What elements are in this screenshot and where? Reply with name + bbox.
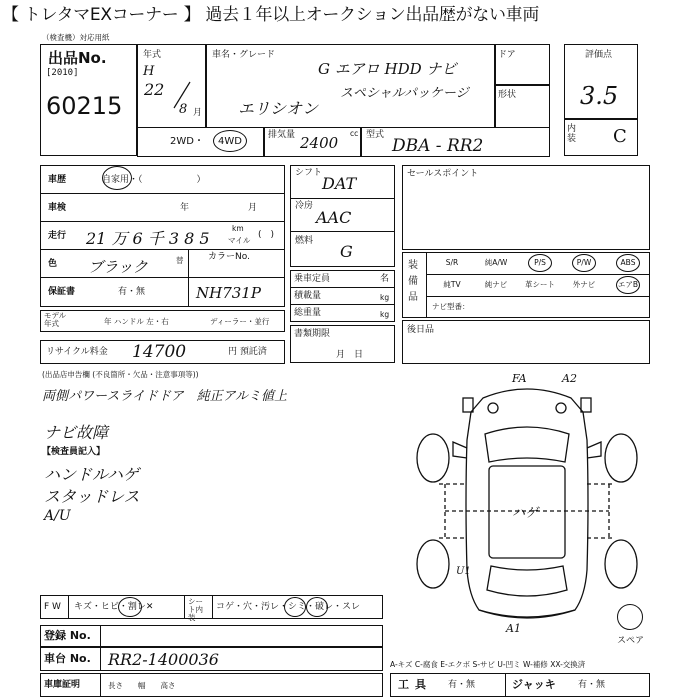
fw-label: F W xyxy=(44,602,61,612)
color-label: 色 xyxy=(48,259,58,269)
tools-opts: 有・無 xyxy=(448,680,476,690)
mark-front-1: FA xyxy=(512,372,527,385)
jack-label: ジャッキ xyxy=(512,678,556,691)
year-era: H xyxy=(143,64,155,79)
handle-label: 年 ハンドル 左・右 xyxy=(104,317,169,326)
cert-row xyxy=(40,673,383,697)
displacement: 2400 xyxy=(300,134,339,152)
inspection-label: 車検 xyxy=(48,203,67,213)
load-unit: kg xyxy=(380,293,390,302)
seat-text: コゲ・穴・汚レ・シミ・破レ・スレ xyxy=(216,602,361,612)
equipment-item: エアB xyxy=(617,280,639,289)
equipment-circle xyxy=(528,254,552,272)
fw-text: キズ・ヒビ・割レ✕ xyxy=(74,602,154,612)
chassis-label: 車台 No. xyxy=(44,652,91,665)
mileage-mile: マイル xyxy=(228,236,251,245)
chassis-value: RR2-1400036 xyxy=(108,650,219,669)
inspection-year-unit: 年 xyxy=(180,203,190,213)
history-opts: 自家用・（ ） xyxy=(102,175,206,185)
lot-tag: [2010] xyxy=(46,68,79,78)
equipment-item: P/W xyxy=(576,258,592,267)
docs-label: 書類期限 xyxy=(294,329,331,339)
drive-4wd: 4WD xyxy=(218,136,242,147)
recycle-label: リサイクル料金 xyxy=(46,347,108,357)
history-label: 車歴 xyxy=(48,175,67,185)
notes-line-1: 両側パワースライドドア 純正アルミ値上 xyxy=(42,389,288,404)
mark-u1: U1 xyxy=(456,566,471,577)
after-label: 後日品 xyxy=(407,325,435,335)
dealer-label: ディーラー・並行 xyxy=(210,317,270,326)
shape-label: 形状 xyxy=(498,90,517,100)
shift-label: シフト xyxy=(295,168,323,178)
ac-value: AAC xyxy=(316,208,352,227)
equipment-label: 装備品 xyxy=(408,260,418,303)
fuel-label: 燃料 xyxy=(295,236,314,246)
recycle-unit: 円 預託済 xyxy=(228,347,267,357)
inspector-line-2: スタッドレス xyxy=(44,487,140,506)
equipment-item: 純A/W xyxy=(484,258,508,267)
equipment-circle xyxy=(572,254,596,272)
car-label: 車名・グレード xyxy=(212,50,276,60)
mileage-paren: ( ) xyxy=(258,230,275,240)
after-box xyxy=(402,320,650,364)
docs-unit: 月 日 xyxy=(336,350,364,360)
seat-circle-2 xyxy=(306,597,328,617)
mark-front-2: A2 xyxy=(562,372,577,385)
capacity-label: 乗車定員 xyxy=(294,274,331,284)
equipment-circle xyxy=(616,254,640,272)
month-unit: 月 xyxy=(193,108,203,118)
old-form-label: （検査機）対応用紙 xyxy=(42,33,110,42)
vehicle-damage-diagram xyxy=(405,370,650,632)
reg-row xyxy=(40,625,383,647)
mark-rear: A1 xyxy=(506,622,521,635)
jack-opts: 有・無 xyxy=(578,680,606,690)
equipment-item: 純ナビ xyxy=(484,280,508,289)
sales-label: セールスポイント xyxy=(407,169,479,179)
door-label: ドア xyxy=(498,50,516,60)
equipment-item: P/S xyxy=(534,258,546,267)
history-circle xyxy=(102,166,132,190)
model-year-label: モデル年式 xyxy=(44,311,67,328)
color-value: ブラック xyxy=(88,258,148,276)
banner-title: 【 トレタマEXコーナー 】 過去１年以上オークション出品歴がない車両 xyxy=(0,0,700,30)
equipment-circle xyxy=(616,276,640,294)
mark-hage: ハゲ xyxy=(512,506,539,521)
notes-label: (出品店申告欄 (不良箇所・欠品・注意事項等)) xyxy=(42,370,199,379)
cc-unit: cc xyxy=(350,129,359,138)
equipment-item: S/R xyxy=(445,258,459,267)
equipment-item: ABS xyxy=(620,258,636,267)
fuel-value: G xyxy=(340,242,353,261)
inspector-label: 【検査員記入】 xyxy=(42,447,106,457)
cert-label: 車庫証明 xyxy=(44,680,81,690)
reg-label: 登録 No. xyxy=(44,629,91,642)
legend: A-キズ C-腐食 E-エクボ S-サビ U-凹ミ W-補修 XX-交換済 xyxy=(390,660,586,669)
interior-grade: C xyxy=(613,126,627,147)
model-value: DBA - RR2 xyxy=(392,136,484,156)
mileage-km: km xyxy=(232,224,244,233)
shift-value: DAT xyxy=(322,174,357,193)
gross-unit: kg xyxy=(380,310,390,319)
interior-label: 内装 xyxy=(567,124,577,144)
drive-4wd-circle xyxy=(213,130,247,152)
warranty-opts: 有・無 xyxy=(118,287,146,297)
ac-label: 冷房 xyxy=(295,201,314,211)
score-value: 3.5 xyxy=(580,82,619,110)
capacity-unit: 名 xyxy=(380,274,390,284)
color-change: 替 xyxy=(176,256,184,265)
lot-number: 60215 xyxy=(46,92,123,120)
displacement-label: 排気量 xyxy=(268,130,296,140)
recycle-value: 14700 xyxy=(132,342,187,362)
year-value: 22 xyxy=(144,80,165,99)
mileage-label: 走行 xyxy=(48,231,67,241)
colorno-label: カラーNo. xyxy=(208,252,250,262)
seat-label: シート内装 xyxy=(188,597,203,622)
load-label: 積載量 xyxy=(294,291,322,301)
fw-circle xyxy=(118,597,142,617)
car-name: エリシオン xyxy=(238,99,319,118)
year-label: 年式 xyxy=(143,50,162,60)
warranty-label: 保証書 xyxy=(48,287,76,297)
seat-circle-1 xyxy=(284,597,306,617)
grade-2: スペシャルパッケージ xyxy=(340,86,469,101)
inspector-line-1: ハンドルハゲ xyxy=(44,465,139,484)
navi-model-label: ナビ型番： xyxy=(432,302,470,311)
inspector-line-3: A/U xyxy=(44,508,71,524)
inspection-month-unit: 月 xyxy=(248,203,258,213)
equipment-item: 純TV xyxy=(443,280,461,289)
spare-label: スペア xyxy=(617,636,645,646)
spare-tire-circle xyxy=(617,604,643,630)
equipment-item: 革シート xyxy=(525,280,555,289)
mileage-value: 21 万 6 千 3 8 5 xyxy=(86,229,210,248)
grade-label: 評価点 xyxy=(585,50,613,60)
grade: G エアロ HDD ナビ xyxy=(318,60,457,78)
drive-2wd: 2WD・ xyxy=(170,136,204,147)
notes-line-2: ナビ故障 xyxy=(44,423,109,442)
month-value: 8 xyxy=(179,102,188,117)
gross-label: 総重量 xyxy=(294,308,322,318)
lot-label: 出品No. xyxy=(48,49,107,67)
cert-opts: 長さ 幅 高さ xyxy=(108,681,176,690)
model-label: 型式 xyxy=(366,130,385,140)
colorno-value: NH731P xyxy=(196,284,261,302)
tools-label: 工具 xyxy=(398,678,432,691)
equipment-item: 外ナビ xyxy=(572,280,596,289)
